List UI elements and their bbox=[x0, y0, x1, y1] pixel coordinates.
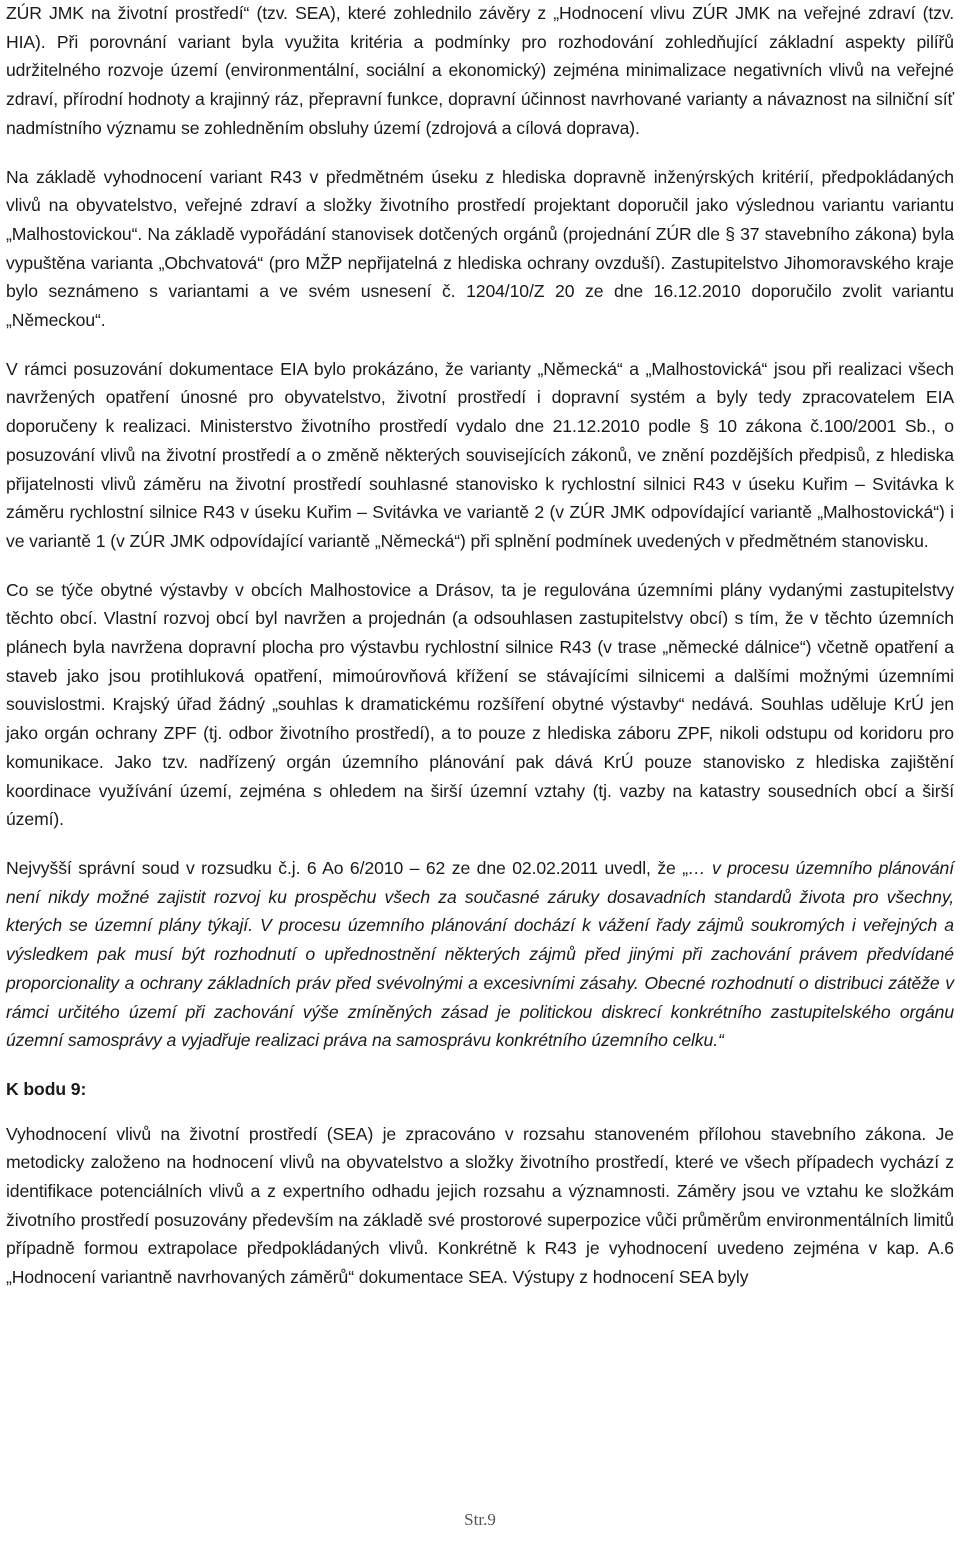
paragraph-variant-evaluation: Na základě vyhodnocení variant R43 v předmětném úseku z hlediska dopravně inženýrských kritérií, předpokládaných vlivů na obyvatelstvo, veřejné zdraví a složky životního prostředí projektant doporučil jako výslednou variantu variantu „Malhostovickou“. Na základě vypořádání stanovisek dotčených orgánů (projednání ZÚR dle § 37 stavebního zákona) byla vypuštěna varianta „Obchvatová“ (pro MŽP nepřijatelná z hlediska ochrany ovzduší). Zastupitelstvo Jihomoravského kraje bylo seznámeno s variantami a ve svém usnesení č. 1204/10/Z 20 ze dne 16.12.2010 doporučilo zvolit variantu „Německou“. bbox=[6, 166, 954, 331]
court-ruling-intro: Nejvyšší správní soud v rozsudku č.j. 6 Ao 6/2010 – 62 ze dne 02.02.2011 uvedl, že „ bbox=[6, 857, 688, 878]
page-footer bbox=[0, 1510, 960, 1530]
paragraph-sea-hia-intro: ZÚR JMK na životní prostředí“ (tzv. SEA), které zohlednilo závěry z „Hodnocení vlivu ZÚR JMK na veřejné zdraví (tzv. HIA). Při porovnání variant byla využita kritéria a podmínky pro rozhodování zohledňující základní aspekty pilířů udržitelného rozvoje území (environmentální, sociální a ekonomický) zejména minimalizace negativních vlivů na veřejné zdraví, přírodní hodnoty a krajinný ráz, přepravní funkce, dopravní účinnost navrhované varianty a návaznost na silniční síť nadmístního významu se zohledněním obsluhy území (zdrojová a cílová doprava). bbox=[6, 3, 954, 138]
court-ruling-quote: … v procesu územního plánování není nikdy možné zajistit rozvoj ku prospěchu všech za současné záruky dosavadních standardů života pro všechny, kterých se územní plány týkají. V procesu územního plánování dochází k vážení řady zájmů soukromých i veřejných a výsledkem pak musí být rozhodnutí o upřednostnění některých zájmů před jinými při zachování právem předvídané proporcionality a ochrany základních práv před svévolnými a excesivními zásahy. Obecné rozhodnutí o distribuci zátěže v rámci určitého území při zachování výše zmíněných zásad je politickou diskrecí konkrétního zastupitelského orgánu územní samosprávy a vyjadřuje realizaci práva na samosprávu konkrétního územního celku.“ bbox=[6, 857, 955, 1051]
paragraph-eia-assessment: V rámci posuzování dokumentace EIA bylo prokázáno, že varianty „Německá“ a „Malhostovická“ jsou při realizaci všech navržených opatření únosné pro obyvatelstvo, životní prostředí i dopravní systém a byly tedy zpracovatelem EIA doporučeny k realizaci. Ministerstvo životního prostředí vydalo dne 21.12.2010 podle § 10 zákona č.100/2001 Sb., o posuzování vlivů na životní prostředí a o změně některých souvisejících zákonů, ve znění pozdějších předpisů, z hlediska přijatelnosti vlivů záměru na životní prostředí souhlasné stanovisko k rychlostní silnici R43 v úseku Kuřim – Svitávka k záměru rychlostní silnice R43 v úseku Kuřim – Svitávka ve variantě 2 (v ZÚR JMK odpovídající variantě „Malhostovická“) i ve variantě 1 (v ZÚR JMK odpovídající variantě „Německá“) při splnění podmínek uvedených v předmětném stanovisku. bbox=[6, 358, 954, 551]
page-number: Str.9 bbox=[464, 1510, 496, 1529]
section-heading-point-9: K bodu 9: bbox=[6, 1078, 87, 1099]
paragraph-sea-methodology: Vyhodnocení vlivů na životní prostředí (SEA) je zpracováno v rozsahu stanoveném přílohou stavebního zákona. Je metodicky založeno na hodnocení vlivů na obyvatelstvo a složky životního prostředí, které ve všech případech vychází z identifikace potenciálních vlivů a z expertního odhadu jejich rozsahu a významnosti. Záměry jsou ve vztahu ke složkám životního prostředí posuzovány především na základě své prostorové superpozice vůči průměrům environmentálních limitů případně formou extrapolace předpokládaných vlivů. Konkrétně k R43 je vyhodnocení uvedeno zejména v kap. A.6 „Hodnocení variantně navrhovaných záměrů“ dokumentace SEA. Výstupy z hodnocení SEA byly bbox=[6, 1123, 954, 1288]
document-page bbox=[6, 0, 954, 1310]
paragraph-court-ruling bbox=[6, 854, 954, 1055]
paragraph-residential-development: Co se týče obytné výstavby v obcích Malhostovice a Drásov, ta je regulována územními plány vydanými zastupitelstvy těchto obcí. Vlastní rozvoj obcí byl navržen a projednán (a odsouhlasen zastupitelstvy obcí) s tím, že v těchto územních plánech byla navržena dopravní plocha pro výstavbu rychlostní silnice R43 (v trase „německé dálnice“) včetně opatření a staveb jako jsou protihluková opatření, mimoúrovňová křížení se stávajícími silnicemi a dalšími možnými územními souvislostmi. Krajský úřad žádný „souhlas k dramatickému rozšíření obytné výstavby“ nedává. Souhlas uděluje KrÚ jen jako orgán ochrany ZPF (tj. odbor životního prostředí), a to pouze z hlediska záboru ZPF, nikoli odstupu od koridoru pro komunikace. Jako tzv. nadřízený orgán územního plánování pak dává KrÚ pouze stanovisko z hlediska zajištění koordinace využívání území, zejména s ohledem na širší územní vztahy (tj. vazby na katastry sousedních obcí a širší území). bbox=[6, 579, 954, 830]
